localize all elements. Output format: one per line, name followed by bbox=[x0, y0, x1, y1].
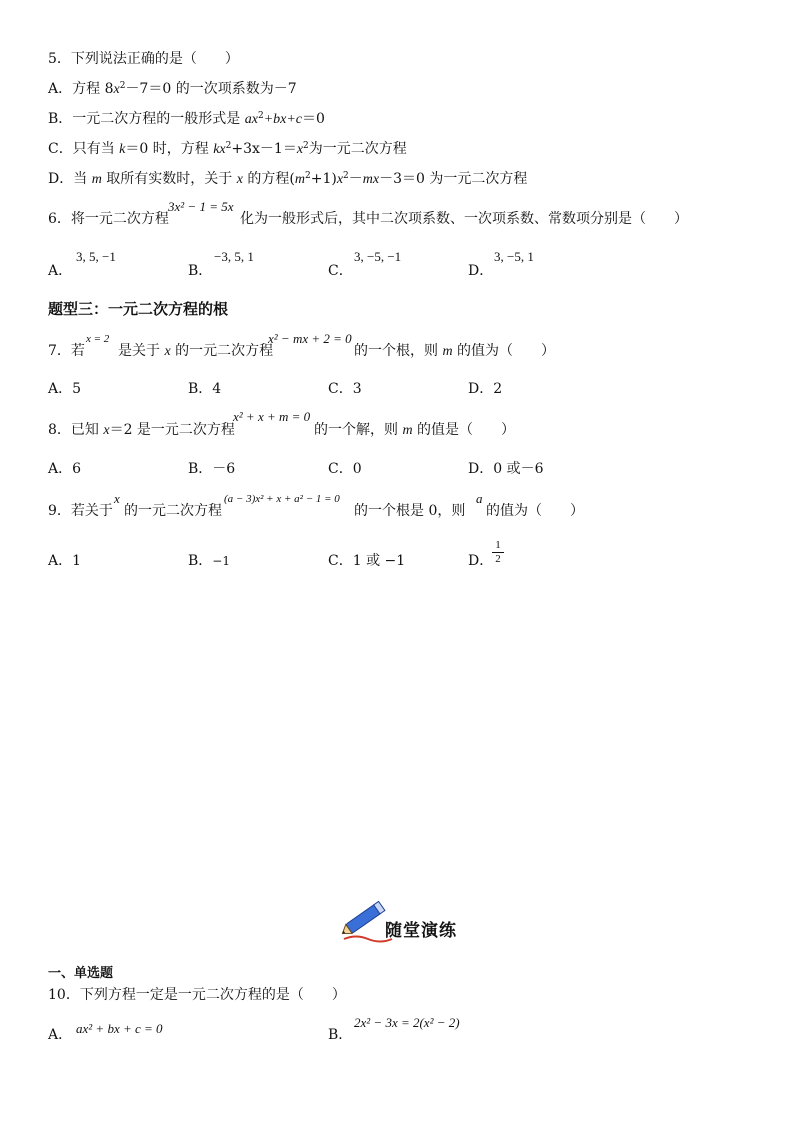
q6-option-c-label[interactable]: C． bbox=[328, 263, 353, 279]
q8-equation: x² + x + m = 0 bbox=[233, 409, 311, 424]
q5-option-b[interactable] bbox=[48, 110, 325, 129]
option-label: A． bbox=[48, 553, 73, 569]
q9-stem-4: 的值为（ ） bbox=[486, 503, 584, 519]
math-var: m bbox=[91, 172, 102, 187]
option-value: 0 bbox=[352, 461, 362, 477]
q7-option-b[interactable] bbox=[188, 380, 221, 398]
q7-option-c[interactable] bbox=[328, 380, 362, 398]
q9-option-a[interactable] bbox=[48, 552, 81, 570]
math-expr: ax bbox=[244, 112, 258, 127]
banner-title: 随堂演练 bbox=[385, 921, 457, 941]
q8-stem-2 bbox=[314, 421, 515, 440]
q6-option-b-value: −3, 5, 1 bbox=[214, 249, 254, 264]
math-var: x bbox=[113, 82, 120, 97]
option-label: C． bbox=[328, 381, 353, 397]
q5-option-a[interactable] bbox=[48, 80, 297, 99]
q9-equation: (a − 3)x² + x + a² − 1 = 0 bbox=[224, 493, 340, 505]
option-text: 当 bbox=[73, 171, 92, 187]
option-value: 4 bbox=[212, 381, 222, 397]
stem-text: 是关于 bbox=[118, 343, 165, 359]
q7-stem-1: 7．若 bbox=[48, 343, 85, 359]
q6-option-c-value: 3, −5, −1 bbox=[354, 249, 402, 264]
math-var: x bbox=[336, 172, 344, 187]
q7-option-a[interactable] bbox=[48, 380, 81, 398]
option-label: B． bbox=[48, 111, 73, 127]
q6-option-a-label[interactable]: A． bbox=[48, 263, 73, 279]
q9-option-d[interactable] bbox=[468, 552, 493, 570]
q7-stem-3 bbox=[354, 342, 555, 361]
option-label: A． bbox=[48, 381, 73, 397]
q8-option-c[interactable] bbox=[328, 460, 362, 478]
exponent: 2 bbox=[119, 81, 126, 91]
option-value: 1 或 −1 bbox=[352, 553, 406, 569]
q8-option-d[interactable] bbox=[468, 460, 544, 478]
option-text: 取所有实数时，关于 bbox=[101, 171, 237, 187]
stem-text: 的一个解，则 bbox=[314, 422, 403, 438]
q6-option-a-value: 3, 5, −1 bbox=[76, 249, 116, 264]
option-value: 3 bbox=[352, 381, 362, 397]
option-text: － bbox=[348, 171, 363, 187]
q10-stem: 10．下列方程一定是一元二次方程的是（ ） bbox=[48, 987, 346, 1003]
stem-text: ＝2 是一元二次方程 bbox=[109, 422, 235, 438]
q6-option-d-label[interactable]: D． bbox=[468, 263, 494, 279]
option-text: ＝0 bbox=[302, 111, 325, 127]
stem-text: 的值为（ ） bbox=[452, 343, 556, 359]
math-expr: mx bbox=[362, 172, 380, 187]
q9-stem-2: 的一元二次方程 bbox=[124, 503, 222, 519]
q5-option-c[interactable] bbox=[48, 140, 407, 159]
q7-equation: x² − mx + 2 = 0 bbox=[268, 331, 352, 346]
q5-option-d[interactable] bbox=[48, 170, 527, 189]
option-text: +1) bbox=[310, 171, 337, 187]
q8-stem-1 bbox=[48, 421, 235, 440]
option-label: B． bbox=[188, 553, 213, 569]
q10-option-b-value: 2x² − 3x = 2(x² − 2) bbox=[354, 1015, 460, 1030]
q8-option-a[interactable] bbox=[48, 460, 81, 478]
option-label: B． bbox=[188, 381, 213, 397]
option-value: 6 bbox=[72, 461, 82, 477]
stem-text: 8．已知 bbox=[48, 422, 104, 438]
option-label: A． bbox=[48, 461, 73, 477]
q7-stem-2 bbox=[118, 342, 273, 361]
math-var: x bbox=[296, 142, 304, 157]
option-label: C． bbox=[328, 553, 353, 569]
fraction-denominator: 2 bbox=[495, 553, 501, 565]
option-text: ＝0 时，方程 bbox=[125, 141, 214, 157]
option-value: －6 bbox=[212, 461, 236, 477]
stem-text: 的值是（ ） bbox=[412, 422, 516, 438]
option-text: 只有当 bbox=[72, 141, 120, 157]
q6-option-d-value: 3, −5, 1 bbox=[494, 249, 534, 264]
q7-option-d[interactable] bbox=[468, 380, 502, 398]
option-text: －7＝0 的一次项系数为－7 bbox=[125, 81, 297, 97]
option-text: 的方程( bbox=[242, 171, 295, 187]
q9-option-c[interactable] bbox=[328, 552, 405, 570]
stem-text: 的一个根，则 bbox=[354, 343, 443, 359]
q5-stem: 5．下列说法正确的是（ ） bbox=[48, 51, 239, 67]
option-text: +3x－1＝ bbox=[231, 141, 297, 157]
q10-option-a-label[interactable]: A． bbox=[48, 1027, 73, 1043]
exponent: 2 bbox=[343, 171, 349, 181]
math-var: m bbox=[442, 344, 453, 359]
q9-var-x: x bbox=[114, 491, 120, 506]
math-var: x bbox=[164, 344, 171, 359]
section-title-roots: 题型三：一元二次方程的根 bbox=[48, 300, 229, 318]
option-text: 为一元二次方程 bbox=[308, 141, 407, 157]
option-label: D． bbox=[468, 461, 494, 477]
option-value: 5 bbox=[72, 381, 82, 397]
option-text: 方程 8 bbox=[72, 81, 114, 97]
fraction-numerator: 1 bbox=[495, 539, 501, 551]
option-label: A． bbox=[48, 81, 73, 97]
q7-condition: x = 2 bbox=[86, 333, 110, 345]
math-expr: +bx+c bbox=[263, 112, 303, 127]
math-var: x bbox=[103, 423, 110, 438]
math-expr: kx bbox=[213, 142, 226, 157]
option-text: －3＝0 为一元二次方程 bbox=[379, 171, 528, 187]
option-label: C． bbox=[328, 461, 353, 477]
option-value: 1 bbox=[72, 553, 82, 569]
q9-stem-3: 的一个根是 0，则 bbox=[354, 503, 466, 519]
option-value: −1 bbox=[212, 554, 230, 568]
q6-equation: 3x² − 1 = 5x bbox=[168, 199, 234, 214]
q9-stem-1: 9．若关于 bbox=[48, 503, 113, 519]
option-value: 0 或－6 bbox=[493, 461, 544, 477]
math-var: x bbox=[236, 172, 243, 187]
option-label: C． bbox=[48, 141, 73, 157]
option-value: 2 bbox=[493, 381, 503, 397]
option-text: 一元二次方程的一般形式是 bbox=[72, 111, 245, 127]
math-var: k bbox=[119, 142, 126, 157]
q6-stem-after: 化为一般形式后，其中二次项系数、一次项系数、常数项分别是（ ） bbox=[240, 211, 688, 227]
q6-stem-before: 6．将一元二次方程 bbox=[48, 211, 169, 227]
q9-option-b[interactable] bbox=[188, 552, 230, 570]
stem-text: 的一元二次方程 bbox=[170, 343, 274, 359]
math-var: m bbox=[402, 423, 413, 438]
q10-option-b-label[interactable]: B． bbox=[328, 1027, 353, 1043]
math-var: m bbox=[294, 172, 305, 187]
q9-option-d-fraction bbox=[492, 540, 504, 565]
option-label: D． bbox=[468, 553, 494, 569]
q9-var-a: a bbox=[476, 491, 483, 506]
exponent: 2 bbox=[304, 171, 311, 181]
exponent: 2 bbox=[257, 111, 264, 121]
option-label: B． bbox=[188, 461, 213, 477]
option-label: D． bbox=[468, 381, 494, 397]
q8-option-b[interactable] bbox=[188, 460, 235, 478]
q6-option-b-label[interactable]: B． bbox=[188, 263, 213, 279]
q10-option-a-value: ax² + bx + c = 0 bbox=[76, 1021, 163, 1036]
exponent: 2 bbox=[225, 141, 232, 151]
section-single-choice: 一、单选题 bbox=[48, 966, 114, 981]
exponent: 2 bbox=[303, 141, 309, 151]
option-label: D． bbox=[48, 171, 74, 187]
